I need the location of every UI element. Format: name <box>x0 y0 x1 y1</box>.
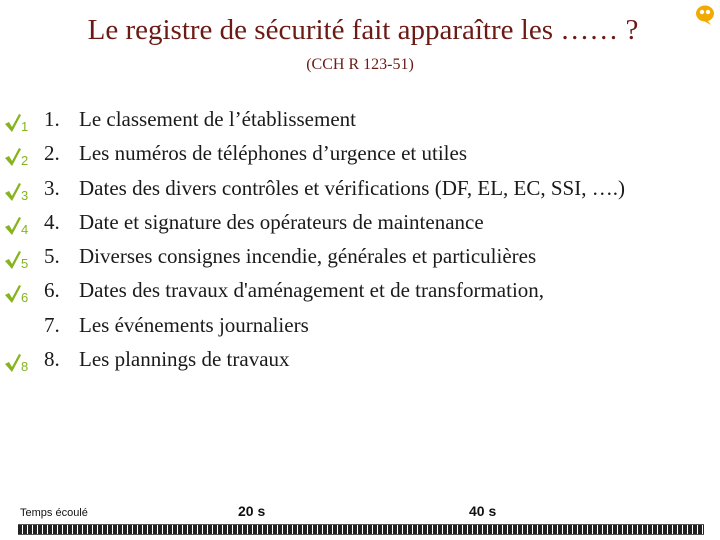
checkmark-icon <box>4 280 34 304</box>
checkmark-icon <box>4 143 34 167</box>
checkmark-icon <box>4 212 34 236</box>
speech-bubble-icon[interactable] <box>694 4 716 26</box>
item-text[interactable]: Les numéros de téléphones d’urgence et utiles <box>79 141 467 166</box>
checkmark-icon <box>4 109 34 133</box>
item-text[interactable]: Le classement de l’établissement <box>79 107 356 131</box>
check-label: 3 <box>21 187 29 203</box>
checkmark-icon <box>4 178 34 202</box>
item-number: 6. <box>44 278 60 303</box>
item-number: 8. <box>44 347 60 372</box>
timer-label: Temps écoulé <box>20 507 88 519</box>
checkmark-icon <box>4 246 34 270</box>
item-number: 5. <box>44 244 60 269</box>
check-label: 8 <box>21 359 29 375</box>
list-item <box>0 172 720 206</box>
list-item <box>0 240 720 274</box>
item-text[interactable]: Date et signature des opérateurs de maintenance <box>79 209 484 234</box>
item-number: 1. <box>44 107 60 131</box>
answer-list <box>0 103 720 377</box>
item-text[interactable]: Les événements journaliers <box>79 312 309 337</box>
list-item <box>0 343 720 377</box>
list-item <box>0 137 720 171</box>
slide-title: Le registre de sécurité fait apparaître les …… ? <box>87 14 639 46</box>
check-label: 1 <box>21 119 29 134</box>
checkmark-icon <box>4 349 34 373</box>
list-item <box>0 309 720 343</box>
slide-subtitle: (CCH R 123-51) <box>306 56 414 73</box>
timer-progress-bar <box>18 524 704 535</box>
timer-mark-20: 20 s <box>238 503 266 519</box>
item-text[interactable]: Dates des divers contrôles et vérifications (DF, EL, EC, SSI, ….) <box>79 175 625 200</box>
item-text[interactable]: Diverses consignes incendie, générales et particulières <box>79 244 537 269</box>
item-text[interactable]: Les plannings de travaux <box>79 347 290 372</box>
item-number: 4. <box>44 209 60 234</box>
item-number: 3. <box>44 175 60 200</box>
item-text[interactable]: Dates des travaux d'aménagement et de transformation, <box>79 278 545 303</box>
list-item <box>0 206 720 240</box>
timer-mark-40: 40 s <box>469 503 497 519</box>
check-label: 4 <box>21 221 29 237</box>
item-number: 7. <box>44 312 60 337</box>
check-label: 6 <box>21 290 29 306</box>
item-number: 2. <box>44 141 60 166</box>
list-item <box>0 274 720 308</box>
check-label: 5 <box>21 256 29 272</box>
check-label: 2 <box>21 153 29 169</box>
list-item <box>0 103 720 137</box>
